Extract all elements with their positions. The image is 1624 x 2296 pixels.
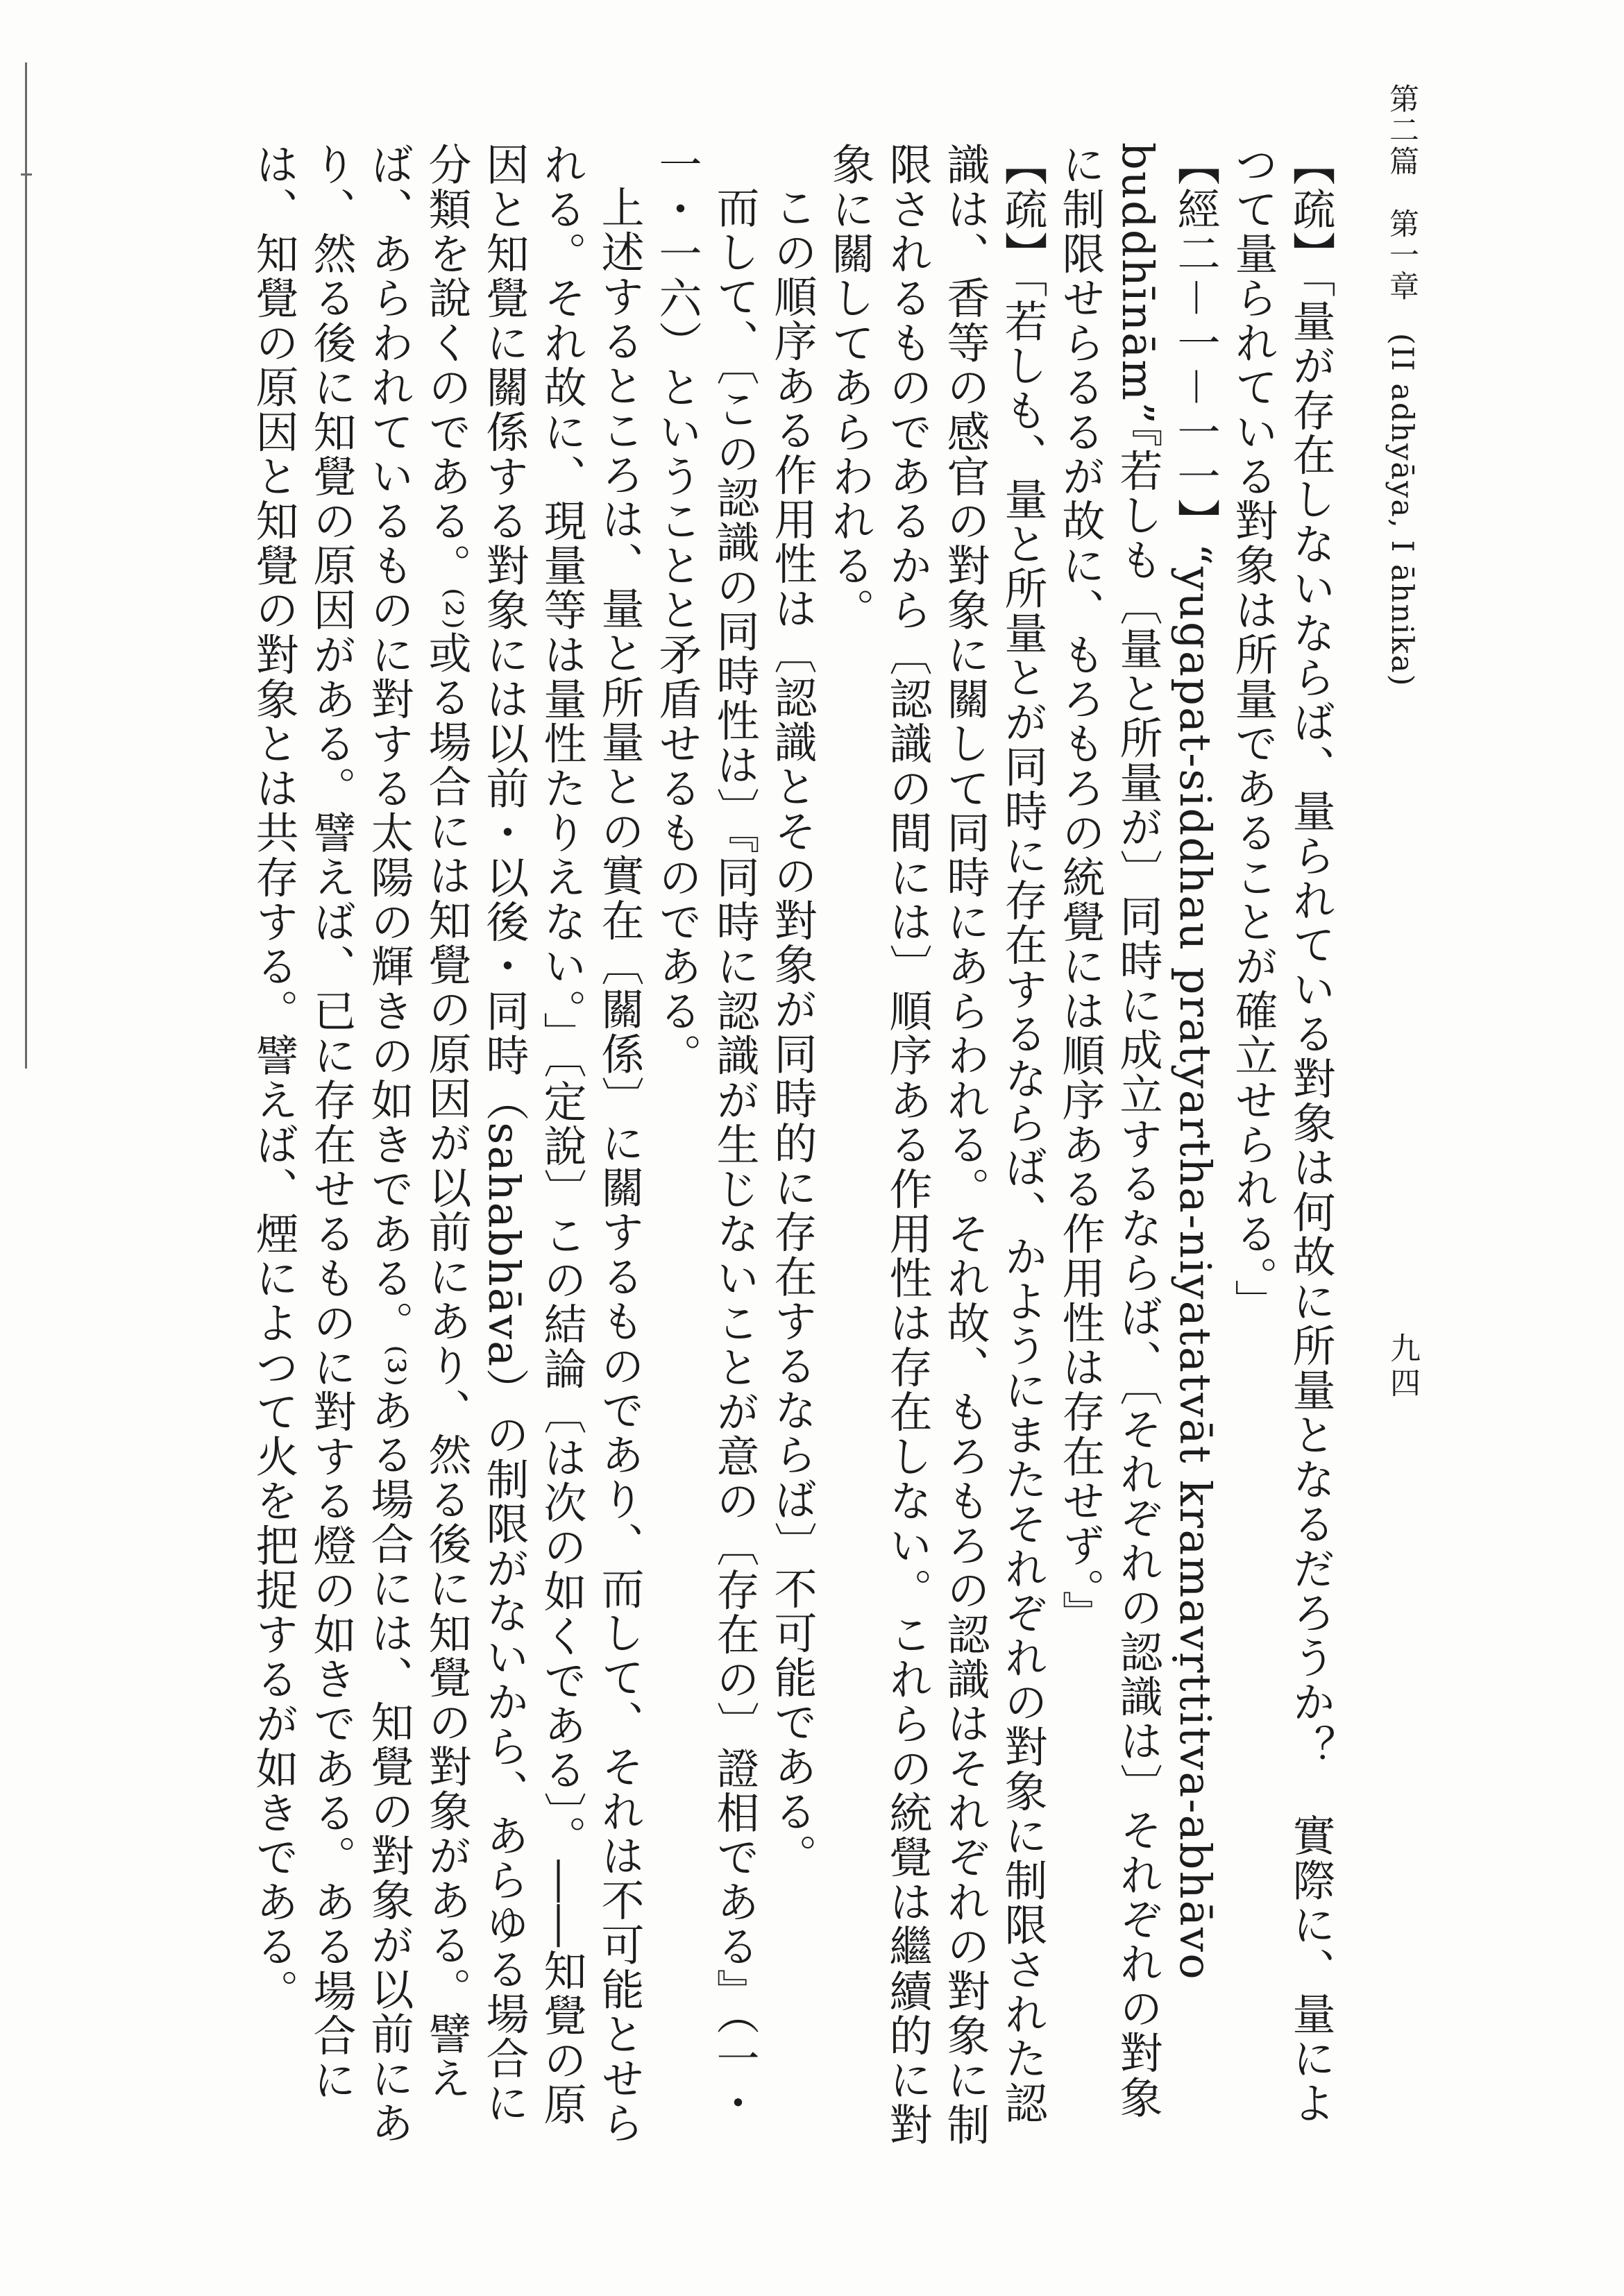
commentary-paragraph-1: 【疏】「量が存在しないならば、量られている對象は何故に所量となるだろうか？ 實際に、量によつて量られている對象は所量であることが確立せられる。」 bbox=[1228, 142, 1336, 2125]
running-header: 第二篇 第一章 (II adhyāya, I āhnika) bbox=[1385, 83, 1419, 688]
binding-edge-line bbox=[25, 62, 27, 1069]
body-paragraph-contradiction: 而して、〔この認識の同時性は〕『同時に認識が生じないことが意の〔存在の〕證相である』（一・一・一六）ということと矛盾せるものである。 bbox=[652, 142, 760, 2125]
commentary-paragraph-2: 【疏】「若しも、量と所量とが同時に存在するならば、かようにまたそれぞれの對象に制限された認識は、香等の感官の對象に關して同時にあらわれる。それ故、もろもろの認識はそれぞれの對象に制限されるものであるから〔認識の間には〕順序ある作用性は存在しない。これらの統覺は繼續的に對象に關してあらわれる。 bbox=[824, 142, 1048, 2147]
binding-edge-mark bbox=[21, 173, 32, 182]
body-paragraph-order: この順序ある作用性は〔認識とその對象が同時的に存在するならば〕不可能である。 bbox=[767, 185, 818, 1878]
page-number: 九四 bbox=[1385, 1332, 1420, 1402]
body-text bbox=[187, 142, 1339, 2154]
body-paragraph-conclusion: 上述するところは、量と所量との實在〔關係〕に關するものであり、而して、それは不可能とせられる。それ故に、現量等は量性たりえない。」〔定說〕この結論〔は次の如くである〕。――知覺の原因と知覺に關係する對象には以前・以後・同時（sahabhāva）の制限がないから、あらゆる場合に分類を說くのである。⁽²⁾或る場合には知覺の原因が以前にあり、然る後に知覺の對象がある。譬えば、あらわれているものに對する太陽の輝きの如きである。⁽³⁾ある場合には、知覺の對象が以前にあり、然る後に知覺の原因がある。譬えば、已に存在せるものに對する燈の如きである。ある場合には、知覺の原因と知覺の對象とは共存する。譬えば、煙によつて火を把捉するが如きである。 bbox=[248, 142, 645, 2145]
sutra-paragraph: 【經二－一－一一】“yugapat-siddhau pratyartha-niyatatvāt kramavṛttitva-abhāvo buddhīnām”『若しも〔量と所量が〕同時に成立するならば、〔それぞれの認識は〕それぞれの對象に制限せらるるが故に、もろもろの統覺には順序ある作用性は存在せず。』 bbox=[1055, 142, 1221, 2120]
